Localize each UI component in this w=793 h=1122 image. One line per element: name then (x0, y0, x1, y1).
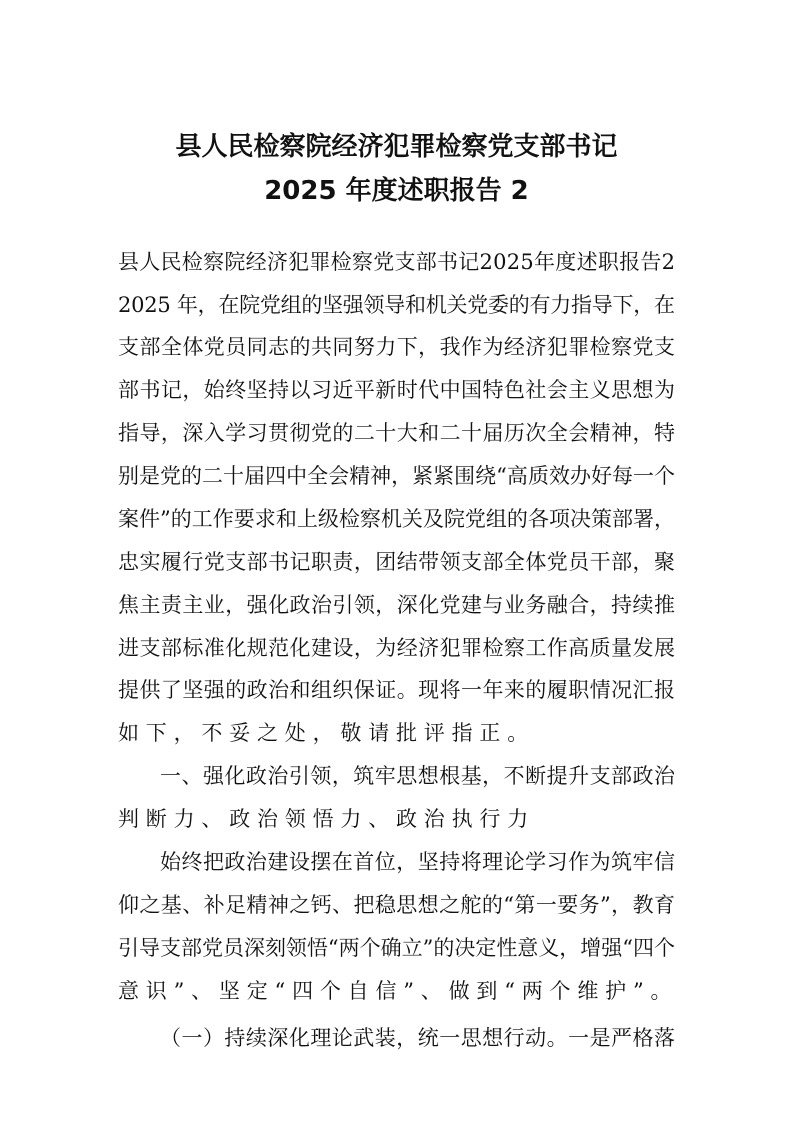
body-line: 进支部标准化规范化建设，为经济犯罪检察工作高质量发展 (118, 636, 676, 660)
body-line: 忠实履行党支部书记职责，团结带领支部全体党员干部，聚 (118, 550, 676, 574)
body-line: 2025 年，在院党组的坚强领导和机关党委的有力指导下，在 (118, 293, 675, 317)
body-line: 部书记，始终坚持以习近平新时代中国特色社会主义思想为 (118, 378, 676, 402)
body-line: 焦主责主业，强化政治引领，深化党建与业务融合，持续推 (118, 593, 676, 617)
body-line: 引导支部党员深刻领悟“两个确立”的决定性意义，增强“四个 (118, 936, 675, 960)
body-line: 意识”、坚定“四个自信”、做到“两个维护”。 (118, 979, 679, 1003)
document-title-line-2: 2025 年度述职报告 2 (264, 176, 529, 206)
body-line: 如下，不妥之处，敬请批评指正。 (118, 721, 535, 745)
body-line: 仰之基、补足精神之钙、把稳思想之舵的“第一要务”，教育 (118, 893, 676, 917)
body-line: 提供了坚强的政治和组织保证。现将一年来的履职情况汇报 (118, 678, 676, 702)
document-title-line-1: 县人民检察院经济犯罪检察党支部书记 (175, 132, 618, 162)
body-line: 指导，深入学习贯彻党的二十大和二十届历次全会精神，特 (118, 421, 676, 445)
section-heading-line: 一、强化政治引领，筑牢思想根基，不断提升支部政治 (160, 764, 676, 788)
body-line: 县人民检察院经济犯罪检察党支部书记2025年度述职报告2 (118, 250, 676, 274)
body-line: 支部全体党员同志的共同努力下，我作为经济犯罪检察党支 (118, 335, 676, 359)
body-line: 始终把政治建设摆在首位，坚持将理论学习作为筑牢信 (160, 850, 676, 874)
section-heading-line: 判断力、政治领悟力、政治执行力 (118, 807, 535, 831)
body-line: 案件”的工作要求和上级检察机关及院党组的各项决策部署， (118, 507, 676, 531)
subsection-line: （一）持续深化理论武装，统一思想行动。一是严格落 (160, 1026, 676, 1050)
body-line: 别是党的二十届四中全会精神，紧紧围绕“高质效办好每一个 (118, 464, 676, 488)
